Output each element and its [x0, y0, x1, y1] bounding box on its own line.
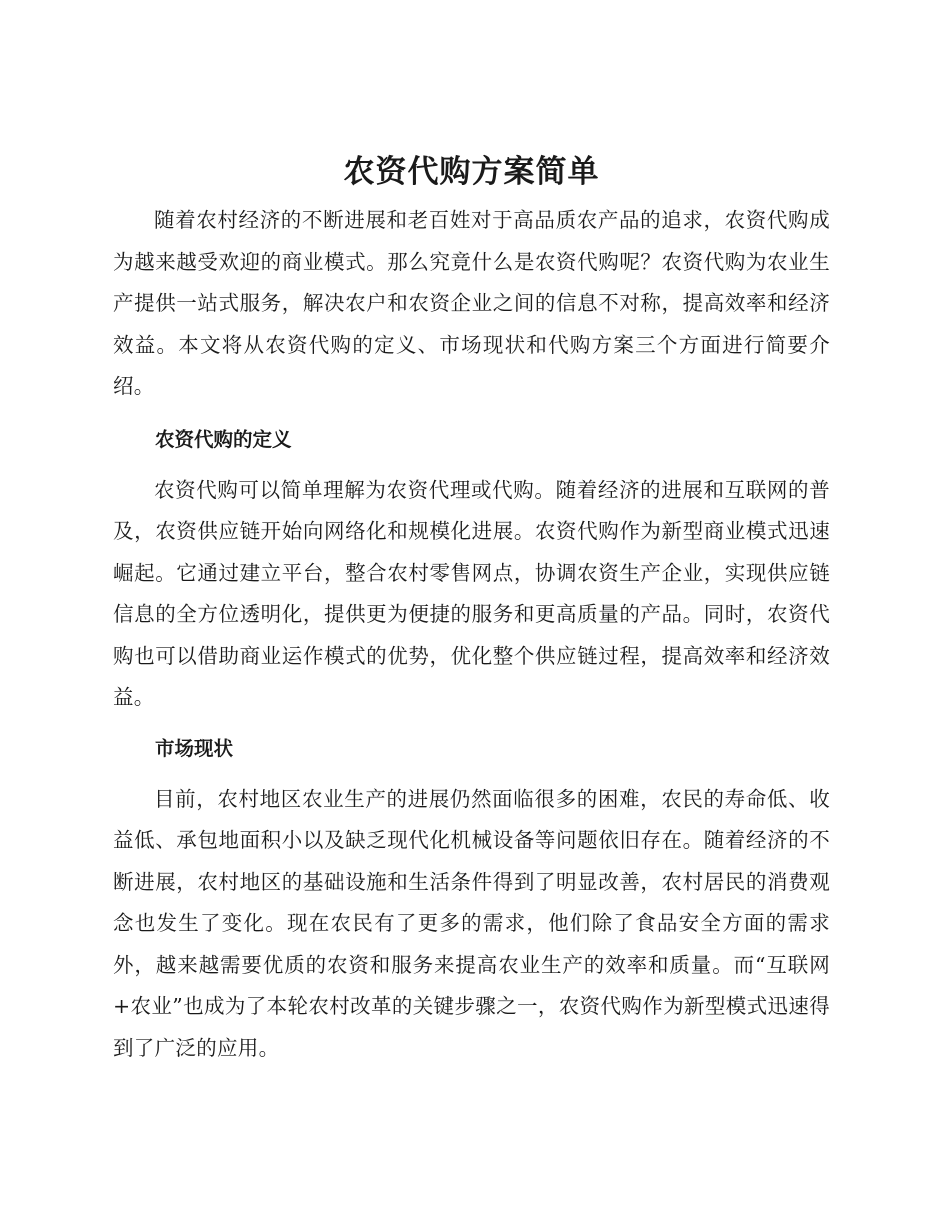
intro-paragraph: 随着农村经济的不断进展和老百姓对于高品质农产品的追求，农资代购成为越来越受欢迎的商业模式。那么究竟什么是农资代购呢？农资代购为农业生产提供一站式服务，解决农户和农资企业之间的信息不对称，提高效率和经济效益。本文将从农资代购的定义、市场现状和代购方案三个方面进行简要介绍。	[113, 208, 830, 398]
section-body-definition: 农资代购可以简单理解为农资代理或代购。随着经济的进展和互联网的普及，农资供应链开始向网络化和规模化进展。农资代购作为新型商业模式迅速崛起。它通过建立平台，整合农村零售网点，协调农资生产企业，实现供应链信息的全方位透明化，提供更为便捷的服务和更高质量的产品。同时，农资代购也可以借助商业运作模式的优势，优化整个供应链过程，提高效率和经济效益。	[113, 477, 830, 709]
document-page	[113, 150, 830, 1069]
section-heading-definition: 农资代购的定义	[155, 427, 292, 451]
document-title: 农资代购方案简单	[343, 154, 600, 190]
section-heading-market-status: 市场现状	[155, 736, 234, 760]
section-body-market-status: 目前，农村地区农业生产的进展仍然面临很多的困难，农民的寿命低、收益低、承包地面积小以及缺乏现代化机械设备等问题依旧存在。随着经济的不断进展，农村地区的基础设施和生活条件得到了明显改善，农村居民的消费观念也发生了变化。现在农民有了更多的需求，他们除了食品安全方面的需求外，越来越需要优质的农资和服务来提高农业生产的效率和质量。而“互联网+农业”也成为了本轮农村改革的关键步骤之一，农资代购作为新型模式迅速得到了广泛的应用。	[113, 786, 830, 1060]
